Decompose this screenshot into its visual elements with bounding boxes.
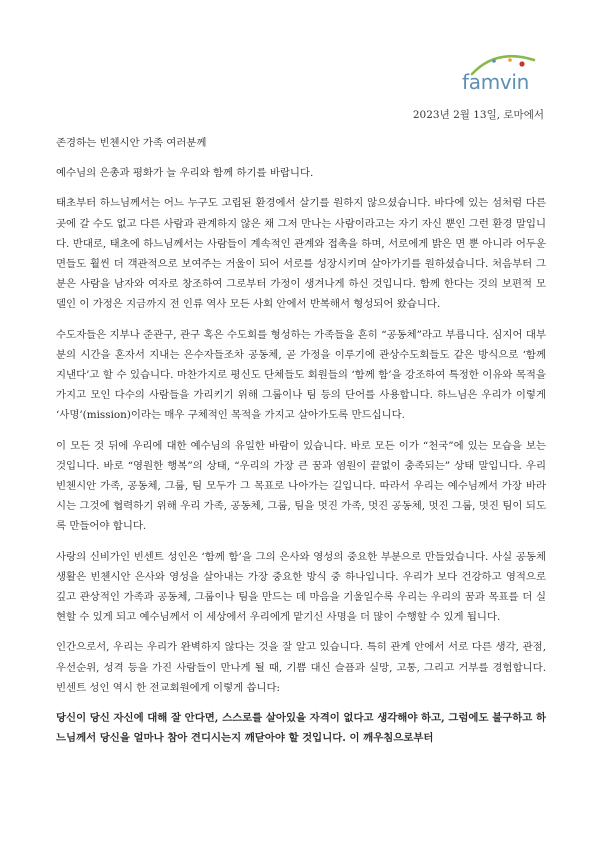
paragraph-1: 예수님의 은총과 평화가 늘 우리와 함께 하기를 바랍니다.: [56, 167, 314, 180]
famvin-logo: [462, 48, 542, 96]
paragraph-5: 사랑의 신비가인 빈센트 성인은 ‘함께 함’을 그의 은사와 영성의 중요한 부분으로 만들었습니다. 사실 공동체 생활은 빈첸시안 은사와 영성을 살아내는 가장 중요한 방식 중 하나입니다. 우리가 보다 건강하고 영적으로 깊고 관상적인 가족과 공동체, 그룹이나 팀을 만드는 데 마음을 기울일수록 우리는 우리의 꿈과 목표를 더 실현할 수 있게 되고 예수님께서 이 세상에서 우리에게 맡기신 사명을 더 많이 수행할 수 있게 됩니다.: [56, 550, 546, 624]
quote-paragraph: 당신이 당신 자신에 대해 잘 안다면, 스스로를 살아있을 자격이 없다고 생각해야 하고, 그럼에도 불구하고 하느님께서 당신을 얼마나 참아 견디시는지 깨닫아야 할 것입니다. 이 깨우침으로부터: [56, 712, 546, 745]
greeting: 존경하는 빈첸시안 가족 여러분께: [56, 137, 207, 149]
paragraph-2: 태초부터 하느님께서는 어느 누구도 고립된 환경에서 살기를 원하지 않으셨습니다. 바다에 있는 섬처럼 다른 곳에 갈 수도 없고 다른 사람과 관계하지 않은 채 그저 만나는 사람이라고는 자기 자신 뿐인 그런 환경 말입니다. 반대로, 태초에 하느님께서는 사람들이 계속적인 관계와 접촉을 하며, 서로에게 밝은 면 뿐 아니라 어두운 면들도 훨씬 더 객관적으로 보여주는 거울이 되어 서로를 성장시키며 살아가기를 원하셨습니다. 처음부터 그분은 사람을 남자와 여자로 창조하여 그로부터 가정이 생겨나게 하신 것입니다. 함께 한다는 것의 보편적 모델인 이 가정은 지금까지 전 인류 역사 모든 사회 안에서 반복해서 형성되어 왔습니다.: [56, 197, 546, 311]
paragraph-3: 수도자들은 지부나 준관구, 관구 혹은 수도회를 형성하는 가족들을 흔히 “공동체”라고 부릅니다. 심지어 대부분의 시간을 혼자서 지내는 은수자들조차 공동체, 곧 가정을 이루기에 관상수도회들도 같은 방식으로 ‘함께 지낸다’고 할 수 있습니다. 마찬가지로 평신도 단체들도 회원들의 ‘함께 함’을 강조하여 특정한 이유와 목적을 가지고 모인 다수의 사람들을 가리키기 위해 그룹이나 팀 등의 단어를 사용합니다. 하느님은 우리가 이렇게 ‘사명’(mission)이라는 매우 구체적인 목적을 가지고 살아가도록 만드십니다.: [56, 328, 546, 422]
logo-wordmark: famvin: [462, 70, 530, 94]
paragraph-6: 인간으로서, 우리는 우리가 완벽하지 않다는 것을 잘 알고 있습니다. 특히 관계 안에서 서로 다른 생각, 관점, 우선순위, 성격 등을 가진 사람들이 만나게 될 때, 기쁨 대신 슬픔과 실망, 고통, 그리고 거부를 경험합니다. 빈센트 성인 역시 한 전교회원에게 이렇게 씁니다:: [56, 641, 546, 694]
dateline: 2023년 2월 13일, 로마에서: [412, 109, 544, 121]
letter-body: [56, 133, 546, 758]
paragraph-4: 이 모든 것 뒤에 우리에 대한 예수님의 유일한 바람이 있습니다. 바로 모든 이가 “천국”에 있는 모습을 보는 것입니다. 바로 “영원한 행복”의 상태, “우리의 가장 큰 꿈과 염원이 끝없이 충족되는” 상태 말입니다. 우리 빈첸시안 가족, 공동체, 그룹, 팀 모두가 그 목표로 나아가는 길입니다. 따라서 우리는 예수님께서 가장 바라시는 그것에 협력하기 위해 우리 가족, 공동체, 그룹, 팀을 멋진 가족, 멋진 공동체, 멋진 그룹, 멋진 팀이 되도록 만들어야 합니다.: [56, 439, 546, 533]
